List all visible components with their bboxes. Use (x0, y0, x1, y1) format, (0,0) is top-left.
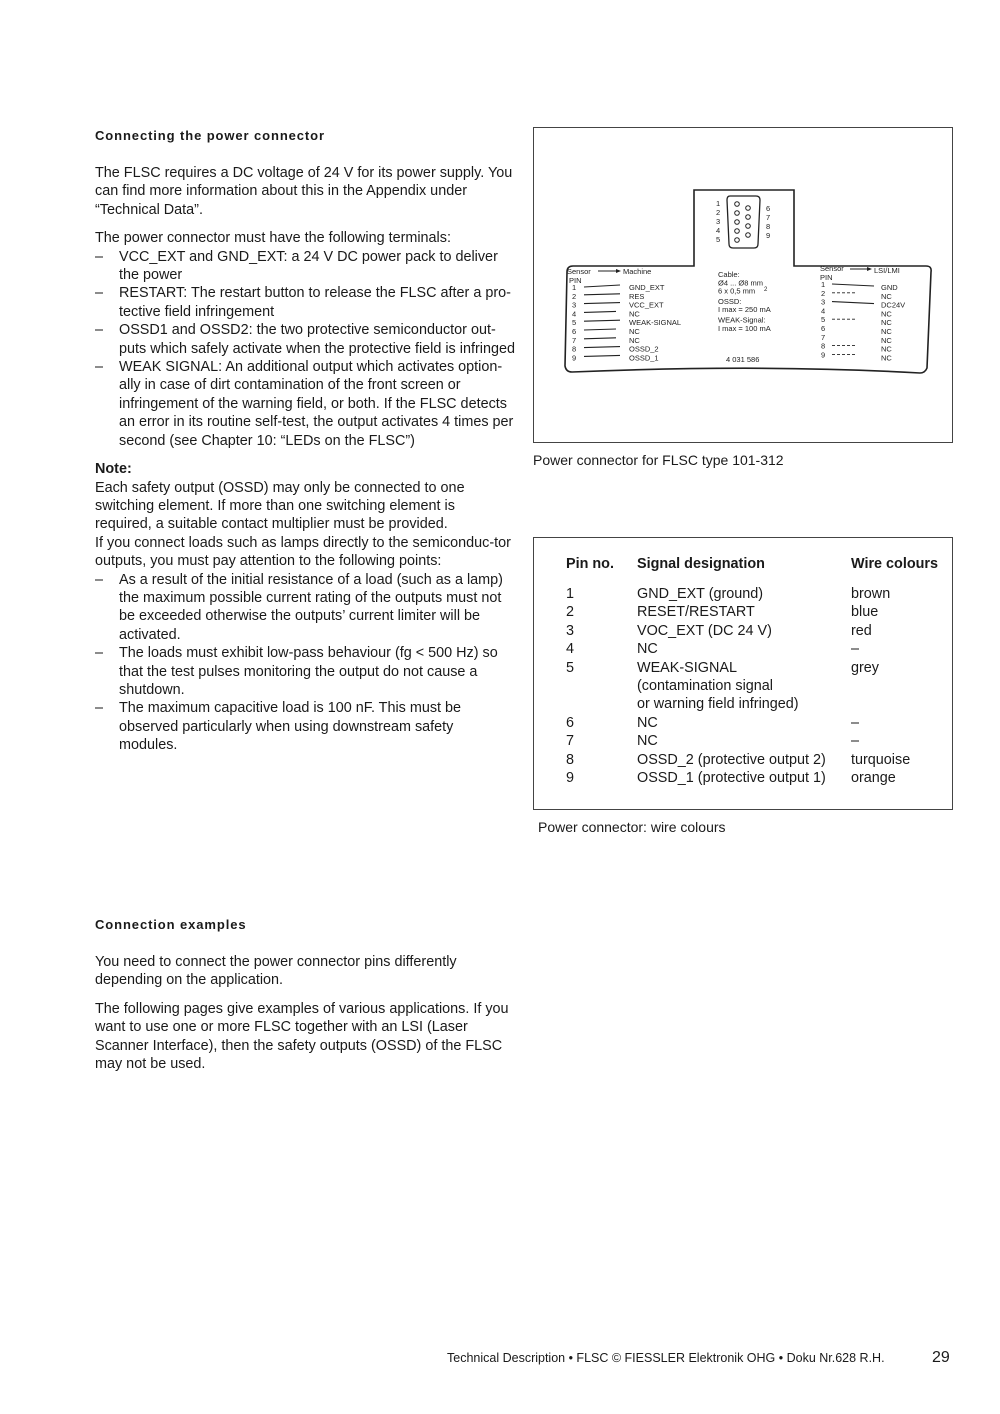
pin-cell: 5 (566, 659, 575, 676)
left-pin-row (572, 336, 640, 345)
wire-line (584, 338, 616, 339)
left-pin-row (572, 353, 659, 362)
table-caption: Power connector: wire colours (538, 819, 726, 835)
pin-number: 6 (821, 324, 826, 333)
cable-info-line: OSSD: (718, 296, 742, 306)
pin-number: 7 (572, 335, 577, 345)
cable-info-line: I max = 100 mA (718, 323, 771, 333)
table-row (566, 659, 946, 677)
part-number: 4 031 586 (726, 355, 760, 364)
signal-cell: RESET/RESTART (637, 604, 755, 621)
pin-cell: 1 (566, 586, 575, 602)
pin-number: 3 (572, 300, 577, 310)
right-pin-row (821, 298, 905, 310)
cable-info-superscript: 2 (764, 287, 768, 293)
signal-label: WEAK-SIGNAL (629, 318, 682, 328)
list-item: – The maximum capacitive load is 100 nF. This must be observed particularly when using downstream safety modules. (95, 699, 515, 754)
wire-line (584, 355, 620, 356)
left-pin-row (572, 283, 665, 292)
signal-label: NC (881, 335, 892, 345)
pin-number: 8 (821, 341, 826, 351)
pin-hole-icon (735, 229, 740, 234)
left-header-machine: Machine (623, 267, 652, 276)
wire-line (832, 302, 874, 304)
note-title: Note: (95, 461, 132, 478)
signal-label: OSSD_2 (629, 344, 659, 354)
examples-paragraph-1: You need to connect the power connector pins differently depending on the application. (95, 954, 457, 989)
section2-body (95, 953, 515, 1073)
page-number: 29 (932, 1349, 950, 1366)
signal-cell: NC (637, 733, 658, 750)
signal-label: NC (881, 318, 892, 328)
right-header-lsi: LSI/LMI (874, 266, 900, 275)
table-row (566, 751, 946, 769)
wire-line (584, 294, 620, 295)
wire-line (584, 303, 620, 304)
list-item: – The loads must exhibit low-pass behaviour (fg < 500 Hz) so that the test pulses monitoring the output do not cause a shutdown. (95, 644, 515, 699)
cable-info-line: Cable: (718, 270, 740, 279)
wire-colours-table (566, 556, 946, 787)
col-header-colour: Wire colours (851, 556, 939, 572)
wire-line (832, 284, 874, 286)
colour-cell: – (851, 714, 860, 731)
signal-cell: NC (637, 641, 658, 658)
pin-number: 1 (572, 283, 577, 292)
wire-colours-table-frame (533, 537, 953, 810)
pin-number: 2 (821, 288, 826, 298)
wire-line (584, 347, 620, 348)
signal-label: NC (629, 309, 640, 319)
list-item: – VCC_EXT and GND_EXT: a 24 V DC power pack to deliver the power (95, 248, 515, 285)
cable-info-line: 6 x 0,5 mm (718, 286, 756, 296)
signal-cell: (contamination signal (637, 678, 773, 695)
colour-cell: grey (851, 659, 879, 676)
pin-cell: 9 (566, 770, 575, 787)
pin-cell: 2 (566, 604, 575, 621)
right-header-pin: PIN (820, 273, 833, 282)
colour-cell: – (851, 733, 860, 750)
pin-hole-icon (735, 211, 740, 216)
signal-cell: GND_EXT (ground) (637, 586, 764, 602)
cable-info-line: I max = 250 mA (718, 305, 771, 315)
signal-cell: OSSD_2 (protective output 2) (637, 751, 826, 768)
connector-pin-number: 9 (766, 231, 771, 240)
wire-line (584, 320, 620, 321)
pin-cell: 4 (566, 641, 575, 658)
cable-info-line: WEAK-Signal: (718, 315, 766, 325)
signal-label: NC (629, 327, 640, 336)
signal-cell: or warning field infringed) (637, 696, 799, 713)
signal-label: OSSD_1 (629, 353, 659, 363)
pin-cell: 7 (566, 733, 575, 750)
signal-cell: WEAK-SIGNAL (637, 659, 737, 676)
cable-info-line: Ø4 ... Ø8 mm (718, 278, 764, 288)
pin-cell: 3 (566, 622, 575, 639)
signal-label: NC (881, 344, 892, 354)
pin-number: 1 (821, 280, 826, 289)
left-pin-row (572, 327, 640, 336)
signal-label: NC (629, 335, 640, 345)
col-header-signal: Signal designation (637, 556, 765, 572)
signal-label: VCC_EXT (629, 300, 664, 310)
right-header-sensor: Sensor (820, 264, 844, 273)
connector-pin-number: 4 (716, 226, 721, 235)
pin-hole-icon (746, 206, 751, 211)
list-item: – WEAK SIGNAL: An additional output which activates option-ally in case of dirt contamination of the front screen or infringement of the warning field, or both. If the FLSC detects an error in its routine self-test, the output activates 4 times per second (see Chapter 10: “LEDs on the FLSC”) (95, 358, 515, 450)
connector-pin-number: 1 (716, 199, 721, 208)
list-item: – OSSD1 and OSSD2: the two protective semiconductor out-puts which safely activate when the protective field is infringed (95, 321, 515, 358)
signal-label: NC (881, 291, 892, 301)
right-pin-row (821, 280, 898, 292)
wire-line (584, 329, 616, 330)
signal-label: DC24V (881, 300, 906, 310)
pin-hole-icon (746, 233, 751, 238)
terminals-lead: The power connector must have the following terminals: (95, 230, 451, 247)
connector-pin-number: 7 (766, 213, 771, 222)
connector-diagram (534, 128, 952, 442)
colour-cell: – (851, 641, 860, 658)
col-header-pin: Pin no. (566, 556, 614, 572)
pin-hole-icon (735, 202, 740, 207)
left-header-pin: PIN (569, 276, 582, 285)
wire-line (584, 285, 620, 287)
note-points-list (95, 571, 515, 755)
pin-hole-icon (746, 224, 751, 229)
table-row (566, 585, 946, 603)
table-row (566, 714, 946, 732)
connector-figure-frame (533, 127, 953, 443)
colour-cell: blue (851, 604, 879, 621)
left-pin-row (572, 309, 640, 318)
terminals-list (95, 248, 515, 450)
figure-caption: Power connector for FLSC type 101-312 (533, 452, 784, 468)
signal-label: RES (629, 291, 645, 301)
pin-number: 9 (572, 353, 577, 363)
table-row (566, 640, 946, 658)
footer-text: Technical Description • FLSC © FIESSLER Elektronik OHG • Doku Nr.628 R.H. (447, 1351, 885, 1365)
signal-cell: NC (637, 714, 658, 731)
note-text-2: If you connect loads such as lamps directly to the semiconduc-tor outputs, you must pay attention to the following points: (95, 534, 511, 570)
pin-number: 3 (821, 297, 826, 307)
examples-paragraph-2: The following pages give examples of various applications. If you want to use one or more FLSC together with an LSI (Laser Scanner Interface), then the safety outputs (OSSD) of the FLSC may not be used. (95, 1000, 509, 1073)
left-pin-row (572, 345, 659, 354)
wire-line (584, 311, 616, 312)
pin-number: 9 (821, 350, 826, 360)
connector-pin-number: 3 (716, 217, 721, 226)
note-text: Each safety output (OSSD) may only be connected to one switching element. If more than one switching element is required, a suitable contact multiplier must be provided. (95, 479, 465, 533)
colour-cell: turquoise (851, 751, 911, 768)
signal-label: NC (881, 353, 892, 363)
pin-number: 5 (821, 315, 826, 325)
pin-number: 2 (572, 291, 577, 301)
colour-cell: orange (851, 770, 896, 787)
table-row (566, 769, 946, 787)
signal-label: NC (881, 327, 892, 336)
pin-cell: 6 (566, 714, 575, 731)
pin-number: 5 (572, 318, 577, 328)
connector-pin-number: 8 (766, 222, 771, 231)
section-heading-power-connector: Connecting the power connector (95, 128, 325, 143)
dsub-pin-holes (735, 202, 751, 243)
signal-label: GND (881, 283, 898, 292)
table-row (566, 677, 946, 695)
table-row (566, 622, 946, 640)
pin-cell: 8 (566, 751, 575, 768)
pin-cell (566, 695, 637, 713)
signal-cell: VOC_EXT (DC 24 V) (637, 622, 772, 639)
colour-cell (851, 677, 946, 695)
signal-label: NC (881, 309, 892, 319)
dsub-shell-icon (727, 196, 760, 248)
left-pin-row (572, 292, 644, 301)
table-row (566, 603, 946, 621)
connector-pin-number: 5 (716, 235, 721, 244)
pin-number: 6 (572, 327, 577, 336)
section-heading-connection-examples: Connection examples (95, 917, 247, 932)
section1-body (95, 164, 515, 755)
pin-number: 8 (572, 344, 577, 354)
pin-cell (566, 677, 637, 695)
colour-cell (851, 695, 946, 713)
connector-pin-number: 2 (716, 208, 721, 217)
pin-number: 4 (821, 306, 826, 316)
table-row (566, 695, 946, 713)
pin-hole-icon (735, 220, 740, 225)
table-header-row (566, 556, 946, 585)
pin-hole-icon (746, 215, 751, 220)
list-item: – As a result of the initial resistance of a load (such as a lamp) the maximum possible current rating of the outputs must not be exceeded otherwise the outputs’ current limiter will be activated. (95, 571, 515, 645)
signal-cell: OSSD_1 (protective output 1) (637, 770, 826, 787)
intro-paragraph: The FLSC requires a DC voltage of 24 V for its power supply. You can find more information about this in the Appendix under “Technical Data”. (95, 165, 513, 218)
connector-pin-number: 6 (766, 204, 771, 213)
left-header-sensor: Sensor (567, 267, 591, 276)
colour-cell: brown (851, 586, 891, 602)
table-row (566, 732, 946, 750)
list-item: – RESTART: The restart button to release the FLSC after a pro-tective field infringement (95, 284, 515, 321)
colour-cell: red (851, 622, 872, 639)
pin-number: 4 (572, 309, 577, 319)
pin-number: 7 (821, 332, 826, 342)
left-pin-row (572, 318, 681, 327)
pin-hole-icon (735, 238, 740, 243)
left-pin-row (572, 301, 664, 310)
signal-label: GND_EXT (629, 283, 665, 292)
